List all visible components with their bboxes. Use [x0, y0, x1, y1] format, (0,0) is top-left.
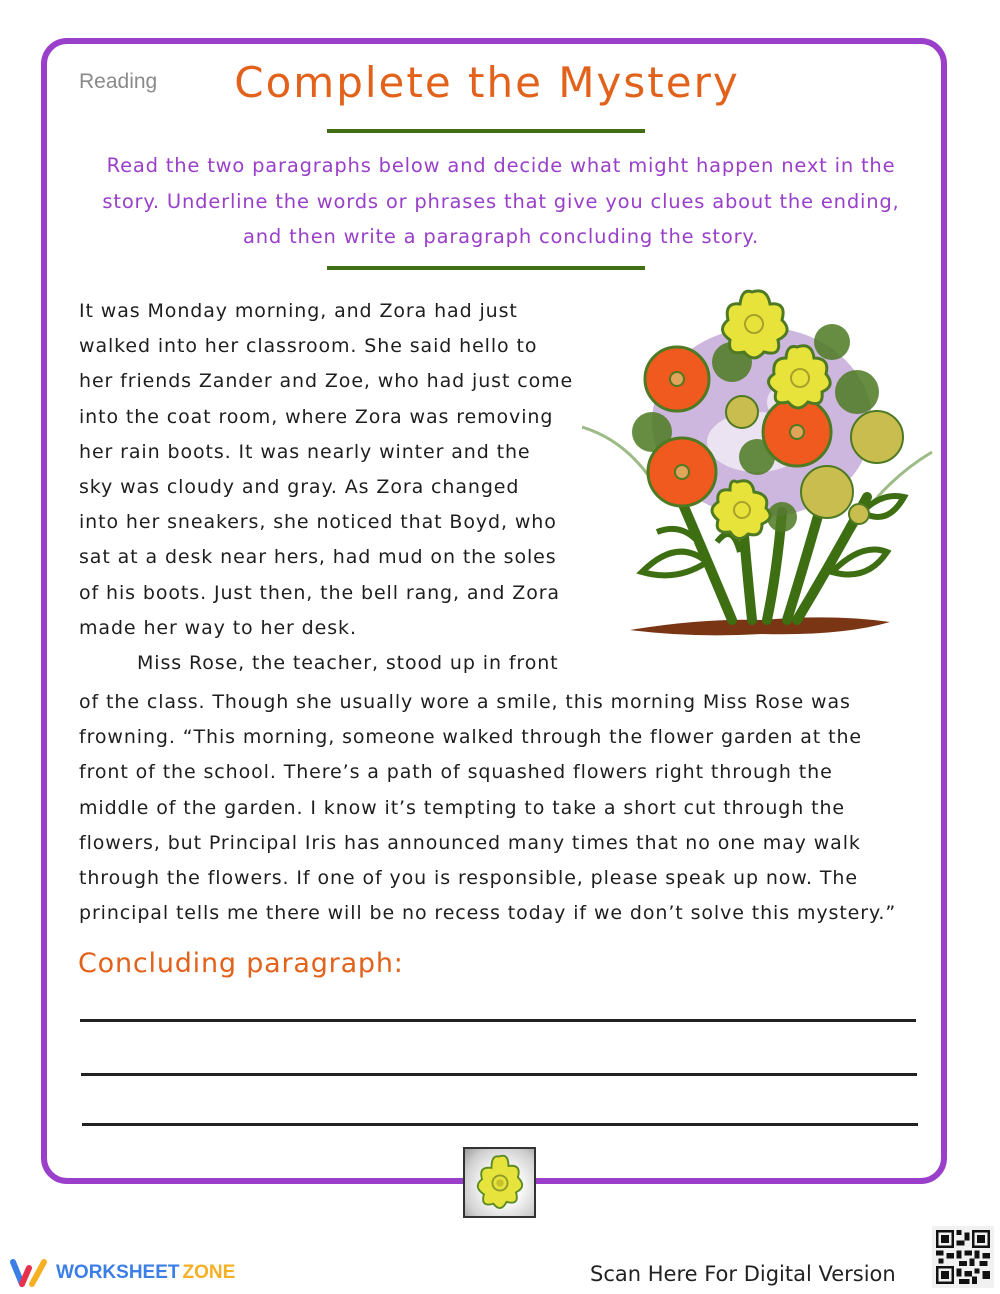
brand-name-part2: ZONE: [182, 1262, 236, 1283]
story-line: sky was cloudy and gray. As Zora changed: [79, 475, 520, 498]
story-line: into her sneakers, she noticed that Boyd, who: [79, 511, 557, 534]
scan-instruction: Scan Here For Digital Version: [590, 1262, 896, 1286]
worksheet-zone-logo[interactable]: [10, 1258, 235, 1288]
story-line: walked into her classroom. She said hello to: [79, 335, 538, 358]
concluding-paragraph-label: Concluding paragraph:: [78, 948, 404, 979]
page-title: Complete the Mystery: [234, 58, 740, 107]
story-paragraph-1: [79, 294, 573, 681]
divider-top: [327, 129, 645, 133]
story-line: of his boots. Just then, the bell rang, and Zora: [79, 581, 560, 604]
story-line: her friends Zander and Zoe, who had just come: [79, 370, 574, 393]
story-line: sat at a desk near hers, had mud on the soles: [79, 546, 557, 569]
story-line: flowers, but Principal Iris has announced many times that no one may walk: [79, 831, 861, 854]
worksheet-zone-logo-icon: [10, 1258, 48, 1288]
story-line: her rain boots. It was nearly winter and the: [79, 440, 531, 463]
story-line: middle of the garden. I know it’s tempting to take a short cut through the: [79, 796, 845, 819]
flower-bouquet-illustration: [582, 282, 938, 642]
divider-bottom: [327, 266, 645, 270]
answer-line[interactable]: [81, 1073, 917, 1076]
story-line: through the flowers. If one of you is responsible, please speak up now. The: [79, 866, 858, 889]
story-line: frowning. “This morning, someone walked through the flower garden at the: [79, 726, 862, 749]
story-line: principal tells me there will be no recess today if we don’t solve this mystery.”: [79, 902, 897, 925]
answer-line[interactable]: [80, 1019, 916, 1022]
story-line: front of the school. There’s a path of squashed flowers right through the: [79, 761, 833, 784]
subject-label: Reading: [79, 70, 158, 93]
story-line: Miss Rose, the teacher, stood up in front: [137, 651, 559, 674]
qr-code-icon: [936, 1230, 990, 1284]
story-paragraph-2: [79, 685, 896, 931]
qr-code[interactable]: [932, 1226, 994, 1288]
story-line: It was Monday morning, and Zora had just: [79, 300, 518, 322]
answer-line[interactable]: [82, 1123, 918, 1126]
daffodil-badge: [463, 1147, 536, 1218]
story-line: of the class. Though she usually wore a smile, this morning Miss Rose was: [79, 691, 851, 713]
brand-name-part1: WORKSHEET: [56, 1262, 180, 1283]
story-line: made her way to her desk.: [79, 616, 357, 639]
instructions: Read the two paragraphs below and decide what might happen next in the story. Underline the words or phrases that give you clues about the ending, and then write a paragraph concluding the story.: [102, 154, 900, 248]
daffodil-icon: [465, 1149, 534, 1216]
story-line: into the coat room, where Zora was removing: [79, 405, 554, 428]
